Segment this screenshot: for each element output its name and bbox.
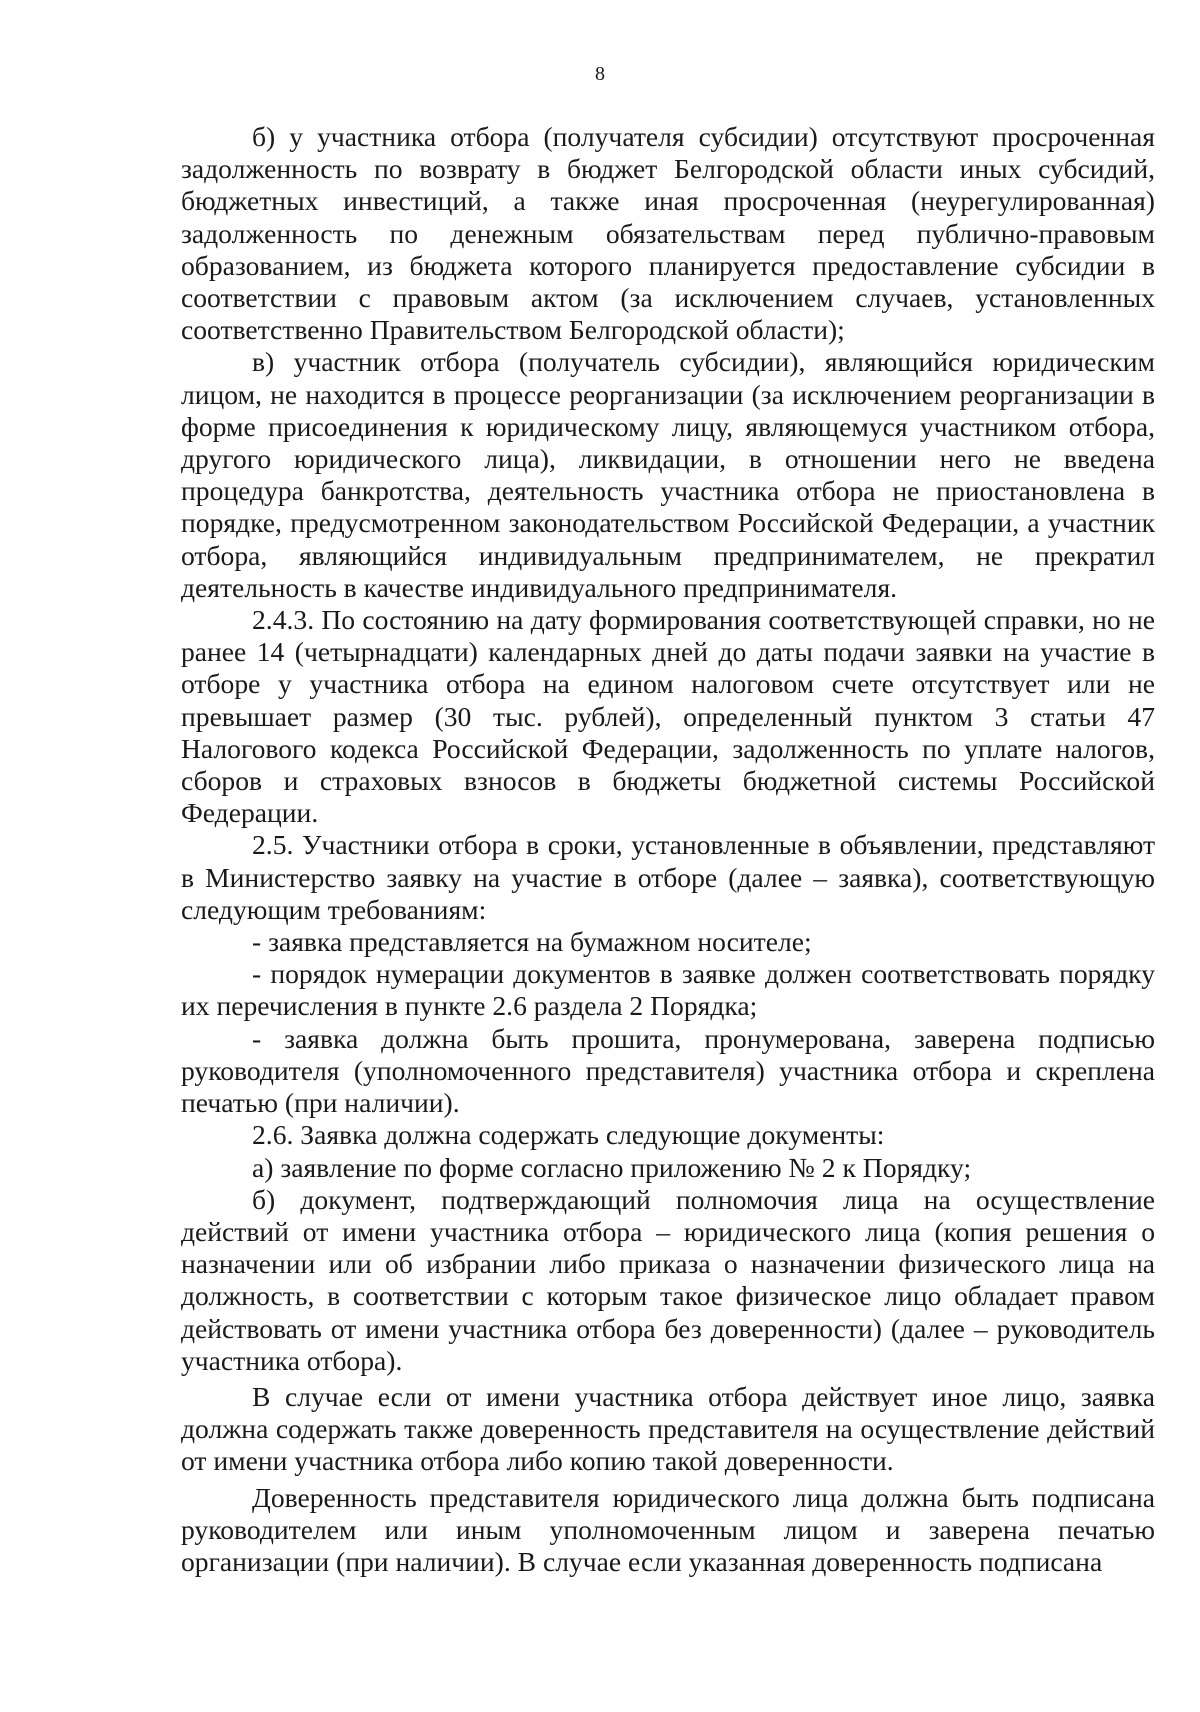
paragraph-2-6: 2.6. Заявка должна содержать следующие документы: xyxy=(252,1119,885,1151)
document-item-a: а) заявление по форме согласно приложению № 2 к Порядку; xyxy=(252,1151,972,1183)
paragraph-1v-reorganization: в) участник отбора (получатель субсидии), являющийся юридическим лицом, не находится в процессе реорганизации (за исключением реорганизации в форме присоединения к юридическому лицу, являющемуся участником отбора, другого юридического лица), ликвидации, в отношении него не введена процедура банкротства, деятельность участника отбора не приостановлена в порядке, предусмотренном законодательством Российской Федерации, а участник отбора, являющийся индивидуальным предпринимателем, не прекратил деятельность в качестве индивидуального предпринимателя. xyxy=(181,346,1155,603)
page-number: 8 xyxy=(595,63,605,85)
requirement-item-binding: - заявка должна быть прошита, пронумерована, заверена подписью руководителя (уполномоченного представителя) участника отбора и скреплена печатью (при наличии). xyxy=(181,1022,1155,1119)
paragraph-1b-debt: б) у участника отбора (получателя субсидии) отсутствуют просроченная задолженность по возврату в бюджет Белгородской области иных субсидий, бюджетных инвестиций, а также иная просроченная (неурегулированная) задолженность по денежным обязательствам перед публично-правовым образованием, из бюджета которого планируется предоставление субсидии в соответствии с правовым актом (за исключением случаев, установленных соответственно Правительством Белгородской области); xyxy=(181,121,1155,346)
document-item-b: б) документ, подтверждающий полномочия лица на осуществление действий от имени участника отбора – юридического лица (копия решения о назначении или об избрании либо приказа о назначении физического лица на должность, в соответствии с которым такое физическое лицо обладает правом действовать от имени участника отбора без доверенности) (далее – руководитель участника отбора). xyxy=(181,1183,1155,1376)
paragraph-2-4-3: 2.4.3. По состоянию на дату формирования соответствующей справки, но не ранее 14 (четырнадцати) календарных дней до даты подачи заявки на участие в отборе у участника отбора на едином налоговом счете отсутствует или не превышает размер (30 тыс. рублей), определенный пунктом 3 статьи 47 Налогового кодекса Российской Федерации, задолженность по уплате налогов, сборов и страховых взносов в бюджеты бюджетной системы Российской Федерации. xyxy=(181,604,1155,829)
requirement-item-paper: - заявка представляется на бумажном носителе; xyxy=(252,926,812,958)
requirement-item-numbering: - порядок нумерации документов в заявке должен соответствовать порядку их перечисления в пункте 2.6 раздела 2 Порядка; xyxy=(181,958,1155,1022)
document-body xyxy=(181,121,1155,1578)
paragraph-proxy-case: В случае если от имени участника отбора действует иное лицо, заявка должна содержать также доверенность представителя на осуществление действий от имени участника отбора либо копию такой доверенности. xyxy=(181,1380,1155,1477)
paragraph-proxy-signature: Доверенность представителя юридического лица должна быть подписана руководителем или иным уполномоченным лицом и заверена печатью организации (при наличии). В случае если указанная доверенность подписана xyxy=(181,1481,1155,1577)
paragraph-2-5: 2.5. Участники отбора в сроки, установленные в объявлении, представляют в Министерство заявку на участие в отборе (далее – заявка), соответствующую следующим требованиям: xyxy=(181,829,1155,925)
